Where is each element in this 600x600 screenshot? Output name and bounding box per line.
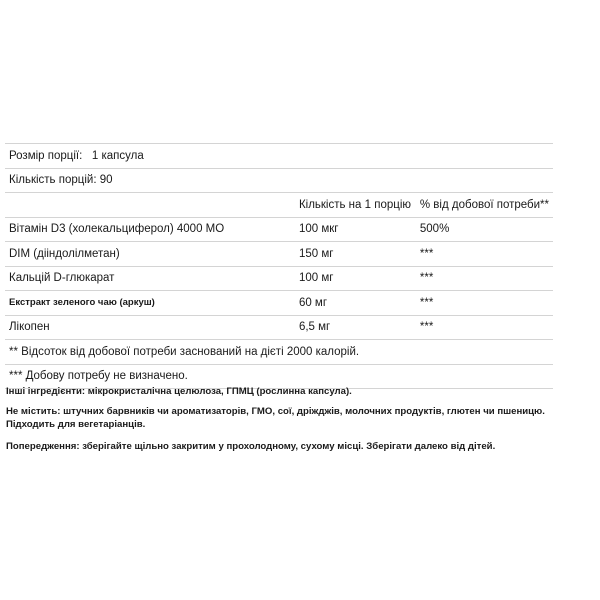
- servings-count-row: [5, 168, 553, 193]
- ingredient-dv: ***: [416, 266, 553, 291]
- serving-size-label: Розмір порції:: [9, 149, 83, 162]
- header-row: [5, 193, 553, 218]
- header-dv: % від добової потреби**: [416, 193, 553, 218]
- ingredient-name: Лікопен: [5, 315, 295, 340]
- warning-note: Попередження: зберігайте щільно закритим у прохолодному, сухому місці. Зберігати далеко від дітей.: [6, 441, 496, 452]
- serving-size-row: [5, 144, 553, 169]
- other-ingredients-note: Інші інгредієнти: мікрокристалічна целюлоза, ГПМЦ (рослинна капсула).: [6, 386, 352, 397]
- ingredient-amount: 60 мг: [295, 291, 416, 316]
- ingredient-name: Екстракт зеленого чаю (аркуш): [5, 291, 295, 316]
- ingredient-dv: 500%: [416, 217, 553, 242]
- header-name-cell: [5, 193, 295, 218]
- table-row: [5, 266, 553, 291]
- table-row: [5, 217, 553, 242]
- free-of-note: Не містить: штучних барвників чи ароматизаторів, ГМО, сої, дріжджів, молочних продуктів, глютен чи пшеницю. Підходить для вегетаріанців.: [6, 406, 545, 430]
- servings-count-cell: [5, 168, 553, 193]
- ingredient-amount: 6,5 мг: [295, 315, 416, 340]
- ingredient-amount: 100 мкг: [295, 217, 416, 242]
- footnote-row: [5, 364, 553, 389]
- serving-size-cell: [5, 144, 553, 169]
- ingredient-dv: ***: [416, 242, 553, 267]
- supplement-facts-table: [5, 143, 553, 389]
- servings-count-label: Кількість порцій:: [9, 174, 97, 187]
- servings-count-value: 90: [99, 174, 113, 187]
- ingredient-dv: ***: [416, 291, 553, 316]
- footnote-row: [5, 340, 553, 365]
- table-row: [5, 242, 553, 267]
- header-amount: Кількість на 1 порцію: [295, 193, 416, 218]
- ingredient-amount: 100 мг: [295, 266, 416, 291]
- dv-footnote: ** Відсоток від добової потреби заснований на дієті 2000 калорій.: [5, 340, 553, 365]
- ingredient-name: DIM (дііндолілметан): [5, 242, 295, 267]
- ingredient-amount: 150 мг: [295, 242, 416, 267]
- ingredient-name: Кальцій D-глюкарат: [5, 266, 295, 291]
- serving-size-value: 1 капсула: [91, 149, 144, 162]
- table-row: [5, 315, 553, 340]
- table-row: [5, 291, 553, 316]
- no-dv-footnote: *** Добову потребу не визначено.: [5, 364, 553, 389]
- ingredient-name: Вітамін D3 (холекальциферол) 4000 МО: [5, 217, 295, 242]
- ingredient-dv: ***: [416, 315, 553, 340]
